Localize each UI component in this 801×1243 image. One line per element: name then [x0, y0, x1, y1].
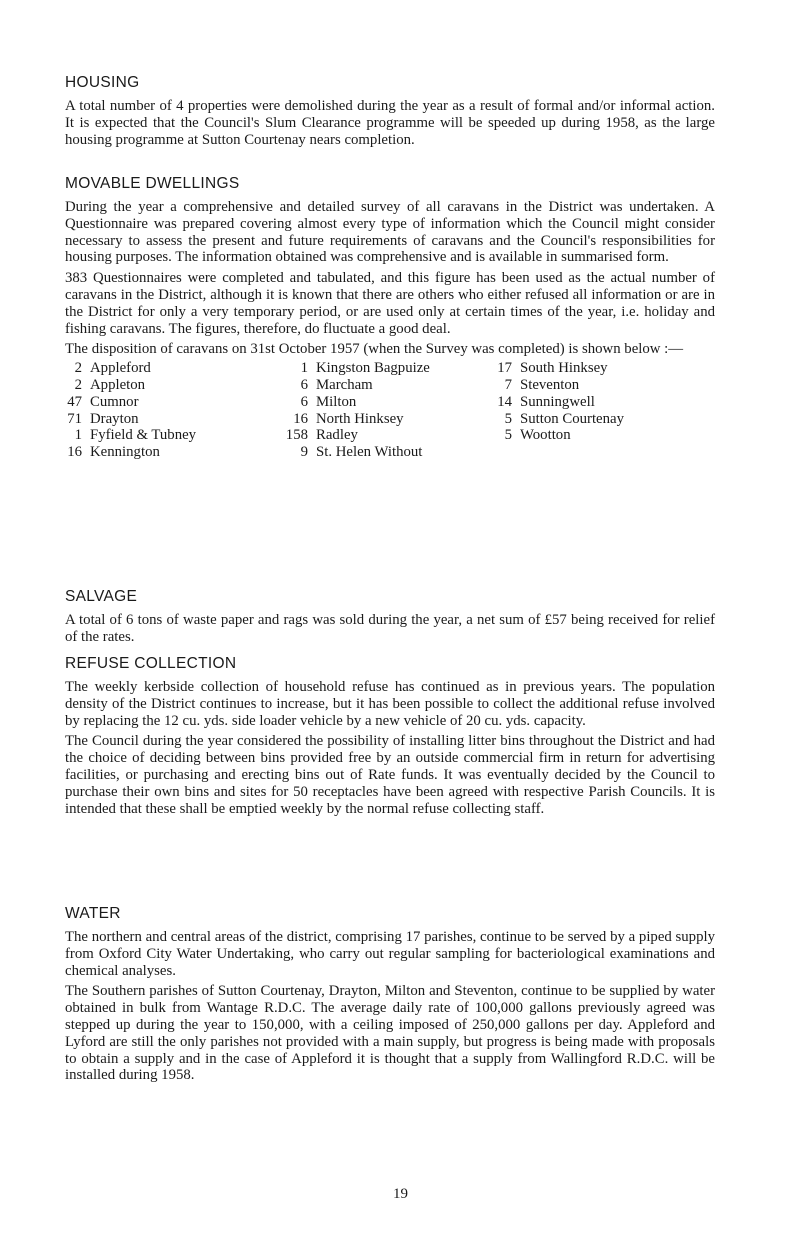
section-refuse-collection: [65, 655, 715, 817]
housing-paragraph: A total number of 4 properties were demolished during the year as a result of formal and/or informal action. It is expected that the Council's Slum Clearance programme will be speeded up during 1958, as the large housing programme at Sutton Courtenay nears completion.: [65, 98, 715, 148]
disposition-row: 71 Drayton: [67, 410, 139, 427]
disposition-row: 14 Sunningwell: [497, 393, 595, 410]
section-movable-dwellings: [65, 175, 715, 461]
salvage-paragraph: A total of 6 tons of waste paper and rags was sold during the year, a net sum of £57 being received for relief of the rates.: [65, 612, 715, 645]
section-salvage: [65, 588, 715, 646]
page-number: 19: [393, 1186, 408, 1202]
disposition-row: 16 North Hinksey: [293, 410, 404, 427]
disposition-row: 47 Cumnor: [67, 393, 139, 410]
disposition-row: 7 Steventon: [504, 376, 580, 393]
water-paragraph-2: The Southern parishes of Sutton Courtenay, Drayton, Milton and Steventon, continue to be supplied by water obtained in bulk from Wantage R.D.C. The average daily rate of 100,000 gallons previously agreed was stepped up during the year to 150,000, with a ceiling imposed of 250,000 gallons per day. Appleford and Lyford are still the only parishes not provided with a main supply, but progress is being made with proposals to obtain a supply and in the case of Appleford it is thought that a supply from Wallingford R.D.C. will be installed during 1958.: [65, 983, 715, 1084]
disposition-row: 17 South Hinksey: [497, 360, 608, 377]
disposition-row: 158 Radley: [285, 427, 358, 444]
disposition-row: 6 Milton: [300, 393, 357, 410]
refuse-paragraph-1: The weekly kerbside collection of household refuse has continued as in previous years. The population density of the District continues to increase, but it has been possible to collect the additional refuse involved by replacing the 12 cu. yds. side loader vehicle by a new vehicle of 20 cu. yds. capacity.: [65, 679, 715, 729]
disposition-row: 16 Kennington: [67, 444, 160, 461]
heading-housing: HOUSING: [65, 74, 140, 91]
disposition-row: 2 Appleton: [74, 376, 146, 393]
movable-paragraph-1: During the year a comprehensive and detailed survey of all caravans in the District was undertaken. A Questionnaire was prepared covering almost every type of information which the Council might consider necessary to assess the present and future requirements of caravans and the Council's responsibilities for housing purposes. The information obtained was comprehensive and is available in summarised form.: [65, 199, 715, 266]
disposition-row: 1 Kingston Bagpuize: [300, 360, 430, 377]
disposition-row: 5 Wootton: [504, 427, 571, 444]
refuse-paragraph-2: The Council during the year considered the possibility of installing litter bins throughout the District and had the choice of deciding between bins provided free by an outside commercial firm in return for advertising facilities, or purchasing and erecting bins out of Rate funds. It was eventually decided by the Council to purchase their own bins and sites for 50 receptacles have been agreed with respective Parish Councils. It is intended that these shall be emptied weekly by the normal refuse collecting staff.: [65, 733, 715, 817]
section-water: [65, 905, 715, 1084]
disposition-row: 1 Fyfield & Tubney: [74, 427, 197, 444]
water-paragraph-1: The northern and central areas of the district, comprising 17 parishes, continue to be served by a piped supply from Oxford City Water Undertaking, who carry out regular sampling for bacteriological examinations and chemical analyses.: [65, 929, 715, 979]
movable-paragraph-2: 383 Questionnaires were completed and tabulated, and this figure has been used as the actual number of caravans in the District, although it is known that there are others who either refused all information or are in the District for only a very temporary period, or are used only at certain times of the year, i.e. holiday and fishing caravans. The figures, therefore, do fluctuate a good deal.: [65, 270, 715, 337]
heading-salvage: SALVAGE: [65, 588, 138, 605]
disposition-column-1: [65, 360, 280, 461]
caravan-disposition-table: [65, 360, 715, 461]
section-housing: [65, 74, 715, 148]
heading-water: WATER: [65, 905, 121, 922]
disposition-row: 2 Appleford: [74, 360, 151, 377]
disposition-row: 6 Marcham: [300, 376, 373, 393]
disposition-column-2: [280, 360, 492, 461]
disposition-column-3: [492, 360, 624, 461]
disposition-row: 5 Sutton Courtenay: [504, 410, 624, 427]
heading-movable-dwellings: MOVABLE DWELLINGS: [65, 175, 240, 192]
disposition-row: 9 St. Helen Without: [300, 444, 423, 461]
movable-paragraph-3: The disposition of caravans on 31st October 1957 (when the Survey was completed) is shown below :—: [65, 341, 684, 358]
heading-refuse-collection: REFUSE COLLECTION: [65, 655, 237, 672]
